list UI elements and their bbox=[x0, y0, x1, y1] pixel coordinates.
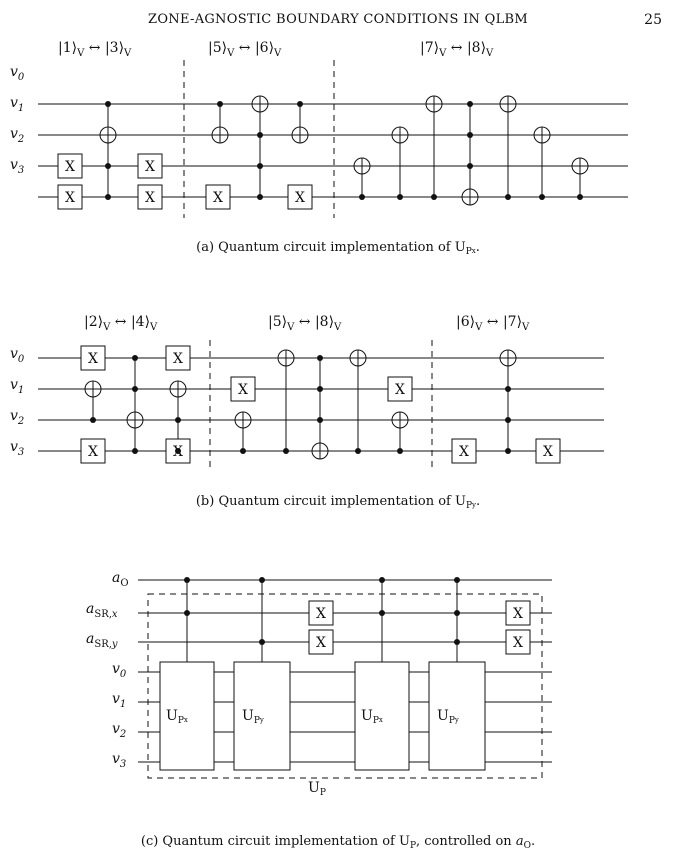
x-gate-label: X bbox=[513, 606, 523, 622]
x-gate-label: X bbox=[213, 190, 223, 206]
x-gate-label: X bbox=[513, 635, 523, 651]
control-dot bbox=[317, 417, 323, 423]
control-dot bbox=[431, 194, 437, 200]
x-gate-label: X bbox=[173, 351, 183, 367]
control-dot bbox=[397, 448, 403, 454]
control-dot bbox=[132, 355, 138, 361]
x-gate-label: X bbox=[145, 159, 155, 175]
control-dot bbox=[454, 639, 460, 645]
x-gate-label: X bbox=[295, 190, 305, 206]
wire-label-aO: $a_O$ bbox=[112, 570, 129, 589]
control-dot bbox=[175, 417, 181, 423]
control-dot bbox=[105, 101, 111, 107]
caption-a: (a) Quantum circuit implementation of $U_Px$. bbox=[196, 240, 480, 257]
running-title: ZONE-AGNOSTIC BOUNDARY CONDITIONS IN QLBM bbox=[148, 12, 528, 27]
control-dot bbox=[467, 101, 473, 107]
control-dot bbox=[355, 448, 361, 454]
control-dot bbox=[259, 639, 265, 645]
wire-label-v1: $v_1$ bbox=[10, 377, 25, 396]
page-number: 25 bbox=[644, 12, 662, 28]
control-dot bbox=[379, 610, 385, 616]
wire-label-v0: $v_0$ bbox=[112, 661, 127, 680]
x-gate-label: X bbox=[65, 190, 75, 206]
control-dot bbox=[257, 163, 263, 169]
x-gate-label: X bbox=[395, 382, 405, 398]
control-dot bbox=[90, 417, 96, 423]
control-dot bbox=[505, 386, 511, 392]
control-dot bbox=[577, 194, 583, 200]
control-dot bbox=[317, 386, 323, 392]
x-gate-label: X bbox=[316, 635, 326, 651]
control-dot bbox=[105, 163, 111, 169]
control-dot bbox=[359, 194, 365, 200]
wire-label-v0: $v_0$ bbox=[10, 346, 25, 365]
control-dot bbox=[283, 448, 289, 454]
control-dot bbox=[105, 194, 111, 200]
control-dot bbox=[467, 132, 473, 138]
wire-label-aSRx: $a_{SR,x}$ bbox=[86, 601, 118, 620]
control-dot bbox=[297, 101, 303, 107]
control-dot bbox=[397, 194, 403, 200]
control-dot bbox=[240, 448, 246, 454]
control-dot bbox=[505, 194, 511, 200]
section-label-b1: $|2⟩_V$ ↔ $|4⟩_V$ bbox=[84, 314, 158, 333]
x-gate-label: X bbox=[88, 351, 98, 367]
wire-label-v1: $v_1$ bbox=[112, 691, 127, 710]
section-label-b3: $|6⟩_V$ ↔ $|7⟩_V$ bbox=[456, 314, 530, 333]
block-label-up: $U_P$ bbox=[308, 780, 326, 798]
control-dot bbox=[505, 448, 511, 454]
wire-label-v2: $v_2$ bbox=[112, 721, 127, 740]
control-dot bbox=[539, 194, 545, 200]
control-dot bbox=[454, 577, 460, 583]
control-dot bbox=[132, 386, 138, 392]
x-gate-label: X bbox=[316, 606, 326, 622]
wire-label-v2: $v_2$ bbox=[10, 408, 25, 427]
control-dot bbox=[317, 355, 323, 361]
gate-label-upy: $U_Py$ bbox=[242, 708, 264, 726]
wire-label-v2: $v_2$ bbox=[10, 126, 25, 145]
section-label-b2: $|5⟩_V$ ↔ $|8⟩_V$ bbox=[268, 314, 342, 333]
x-gate-label: X bbox=[145, 190, 155, 206]
gate-label-upx: $U_Px$ bbox=[361, 708, 383, 726]
control-dot bbox=[379, 577, 385, 583]
control-dot bbox=[454, 610, 460, 616]
x-gate-label: X bbox=[173, 444, 183, 460]
control-dot bbox=[184, 577, 190, 583]
wire-label-aSRy: $a_{SR,y}$ bbox=[86, 631, 118, 650]
wire-label-v3: $v_3$ bbox=[10, 157, 25, 176]
section-label-a3: $|7⟩_V$ ↔ $|8⟩_V$ bbox=[420, 40, 494, 59]
gate-label-upx: $U_Px$ bbox=[166, 708, 188, 726]
control-dot bbox=[467, 163, 473, 169]
x-gate-label: X bbox=[88, 444, 98, 460]
control-dot bbox=[505, 417, 511, 423]
x-gate-label: X bbox=[65, 159, 75, 175]
wire-label-v0: $v_0$ bbox=[10, 64, 25, 83]
gate-label-upy: $U_Py$ bbox=[437, 708, 459, 726]
section-label-a2: $|5⟩_V$ ↔ $|6⟩_V$ bbox=[208, 40, 282, 59]
wire-label-v3: $v_3$ bbox=[112, 751, 127, 770]
control-dot bbox=[217, 101, 223, 107]
wire-label-v1: $v_1$ bbox=[10, 95, 25, 114]
caption-c: (c) Quantum circuit implementation of $U_P$, controlled on $a_O$. bbox=[140, 834, 536, 851]
control-dot bbox=[132, 448, 138, 454]
x-gate-label: X bbox=[543, 444, 553, 460]
section-label-a1: $|1⟩_V$ ↔ $|3⟩_V$ bbox=[58, 40, 132, 59]
control-dot bbox=[184, 610, 190, 616]
control-dot bbox=[259, 577, 265, 583]
caption-b: (b) Quantum circuit implementation of $U_Py$. bbox=[195, 494, 481, 511]
control-dot bbox=[257, 132, 263, 138]
control-dot bbox=[257, 194, 263, 200]
x-gate-label: X bbox=[238, 382, 248, 398]
x-gate-label: X bbox=[459, 444, 469, 460]
wire-label-v3: $v_3$ bbox=[10, 439, 25, 458]
